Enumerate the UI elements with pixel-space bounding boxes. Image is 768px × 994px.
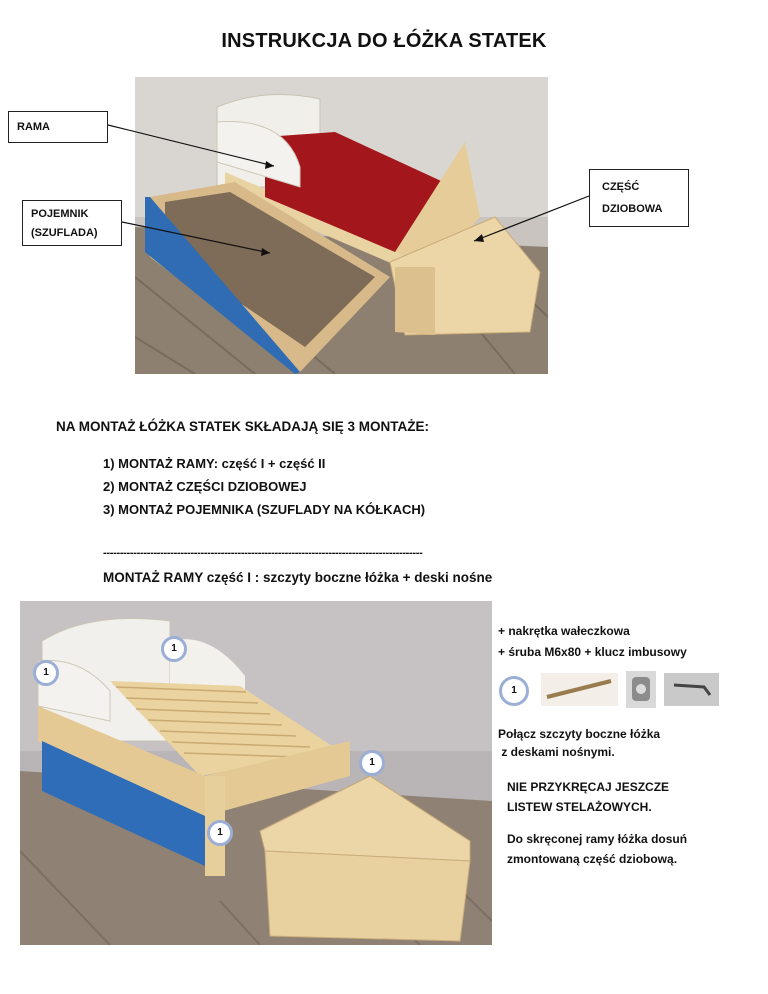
bolt-image — [541, 673, 618, 706]
bed-photo-bottom — [20, 601, 492, 945]
parts-line-2: + śruba M6x80 + klucz imbusowy — [498, 645, 687, 659]
pointer-lines — [0, 0, 768, 400]
parts-line-1: + nakrętka wałeczkowa — [498, 624, 630, 638]
divider: ----------------------------------------------------------------------------------------------- — [103, 547, 423, 559]
label-rama-text: RAMA — [17, 121, 50, 133]
label-pojemnik-line1: POJEMNIK — [31, 208, 89, 220]
label-czesc-line2: DZIOBOWA — [602, 203, 663, 215]
instruction-1-line-1: Połącz szczyty boczne łóżka — [498, 727, 661, 741]
step-badge: 1 — [33, 660, 59, 686]
instruction-2-line-1: NIE PRZYKRĘCAJ JESZCZE — [507, 780, 670, 794]
step-badge: 1 — [161, 636, 187, 662]
step-2: 2) MONTAŻ CZĘŚCI DZIOBOWEJ — [103, 479, 307, 494]
intro-text: NA MONTAŻ ŁÓŻKA STATEK SKŁADAJĄ SIĘ 3 MONTAŻE: — [56, 419, 429, 434]
barrel-nut-image — [626, 671, 656, 708]
step-badge: 1 — [499, 676, 529, 706]
instruction-2-line-2: LISTEW STELAŻOWYCH. — [507, 800, 652, 814]
step-1: 1) MONTAŻ RAMY: część I + część II — [103, 456, 326, 471]
step-badge: 1 — [359, 750, 385, 776]
allen-key-image — [664, 673, 719, 706]
page-title: INSTRUKCJA DO ŁÓŻKA STATEK — [221, 30, 547, 52]
instruction-3-line-1: Do skręconej ramy łóżka dosuń — [507, 832, 688, 846]
label-pojemnik-line2: (SZUFLADA) — [31, 227, 98, 239]
section-heading: MONTAŻ RAMY część I : szczyty boczne łóżka + deski nośne — [103, 570, 493, 585]
instruction-1-line-2: z deskami nośnymi. — [498, 745, 615, 759]
instruction-3-line-2: zmontowaną część dziobową. — [507, 852, 678, 866]
step-3: 3) MONTAŻ POJEMNIKA (SZUFLADY NA KÓŁKACH) — [103, 502, 426, 517]
label-czesc-line1: CZĘŚĆ — [602, 181, 640, 193]
step-badge: 1 — [207, 820, 233, 846]
